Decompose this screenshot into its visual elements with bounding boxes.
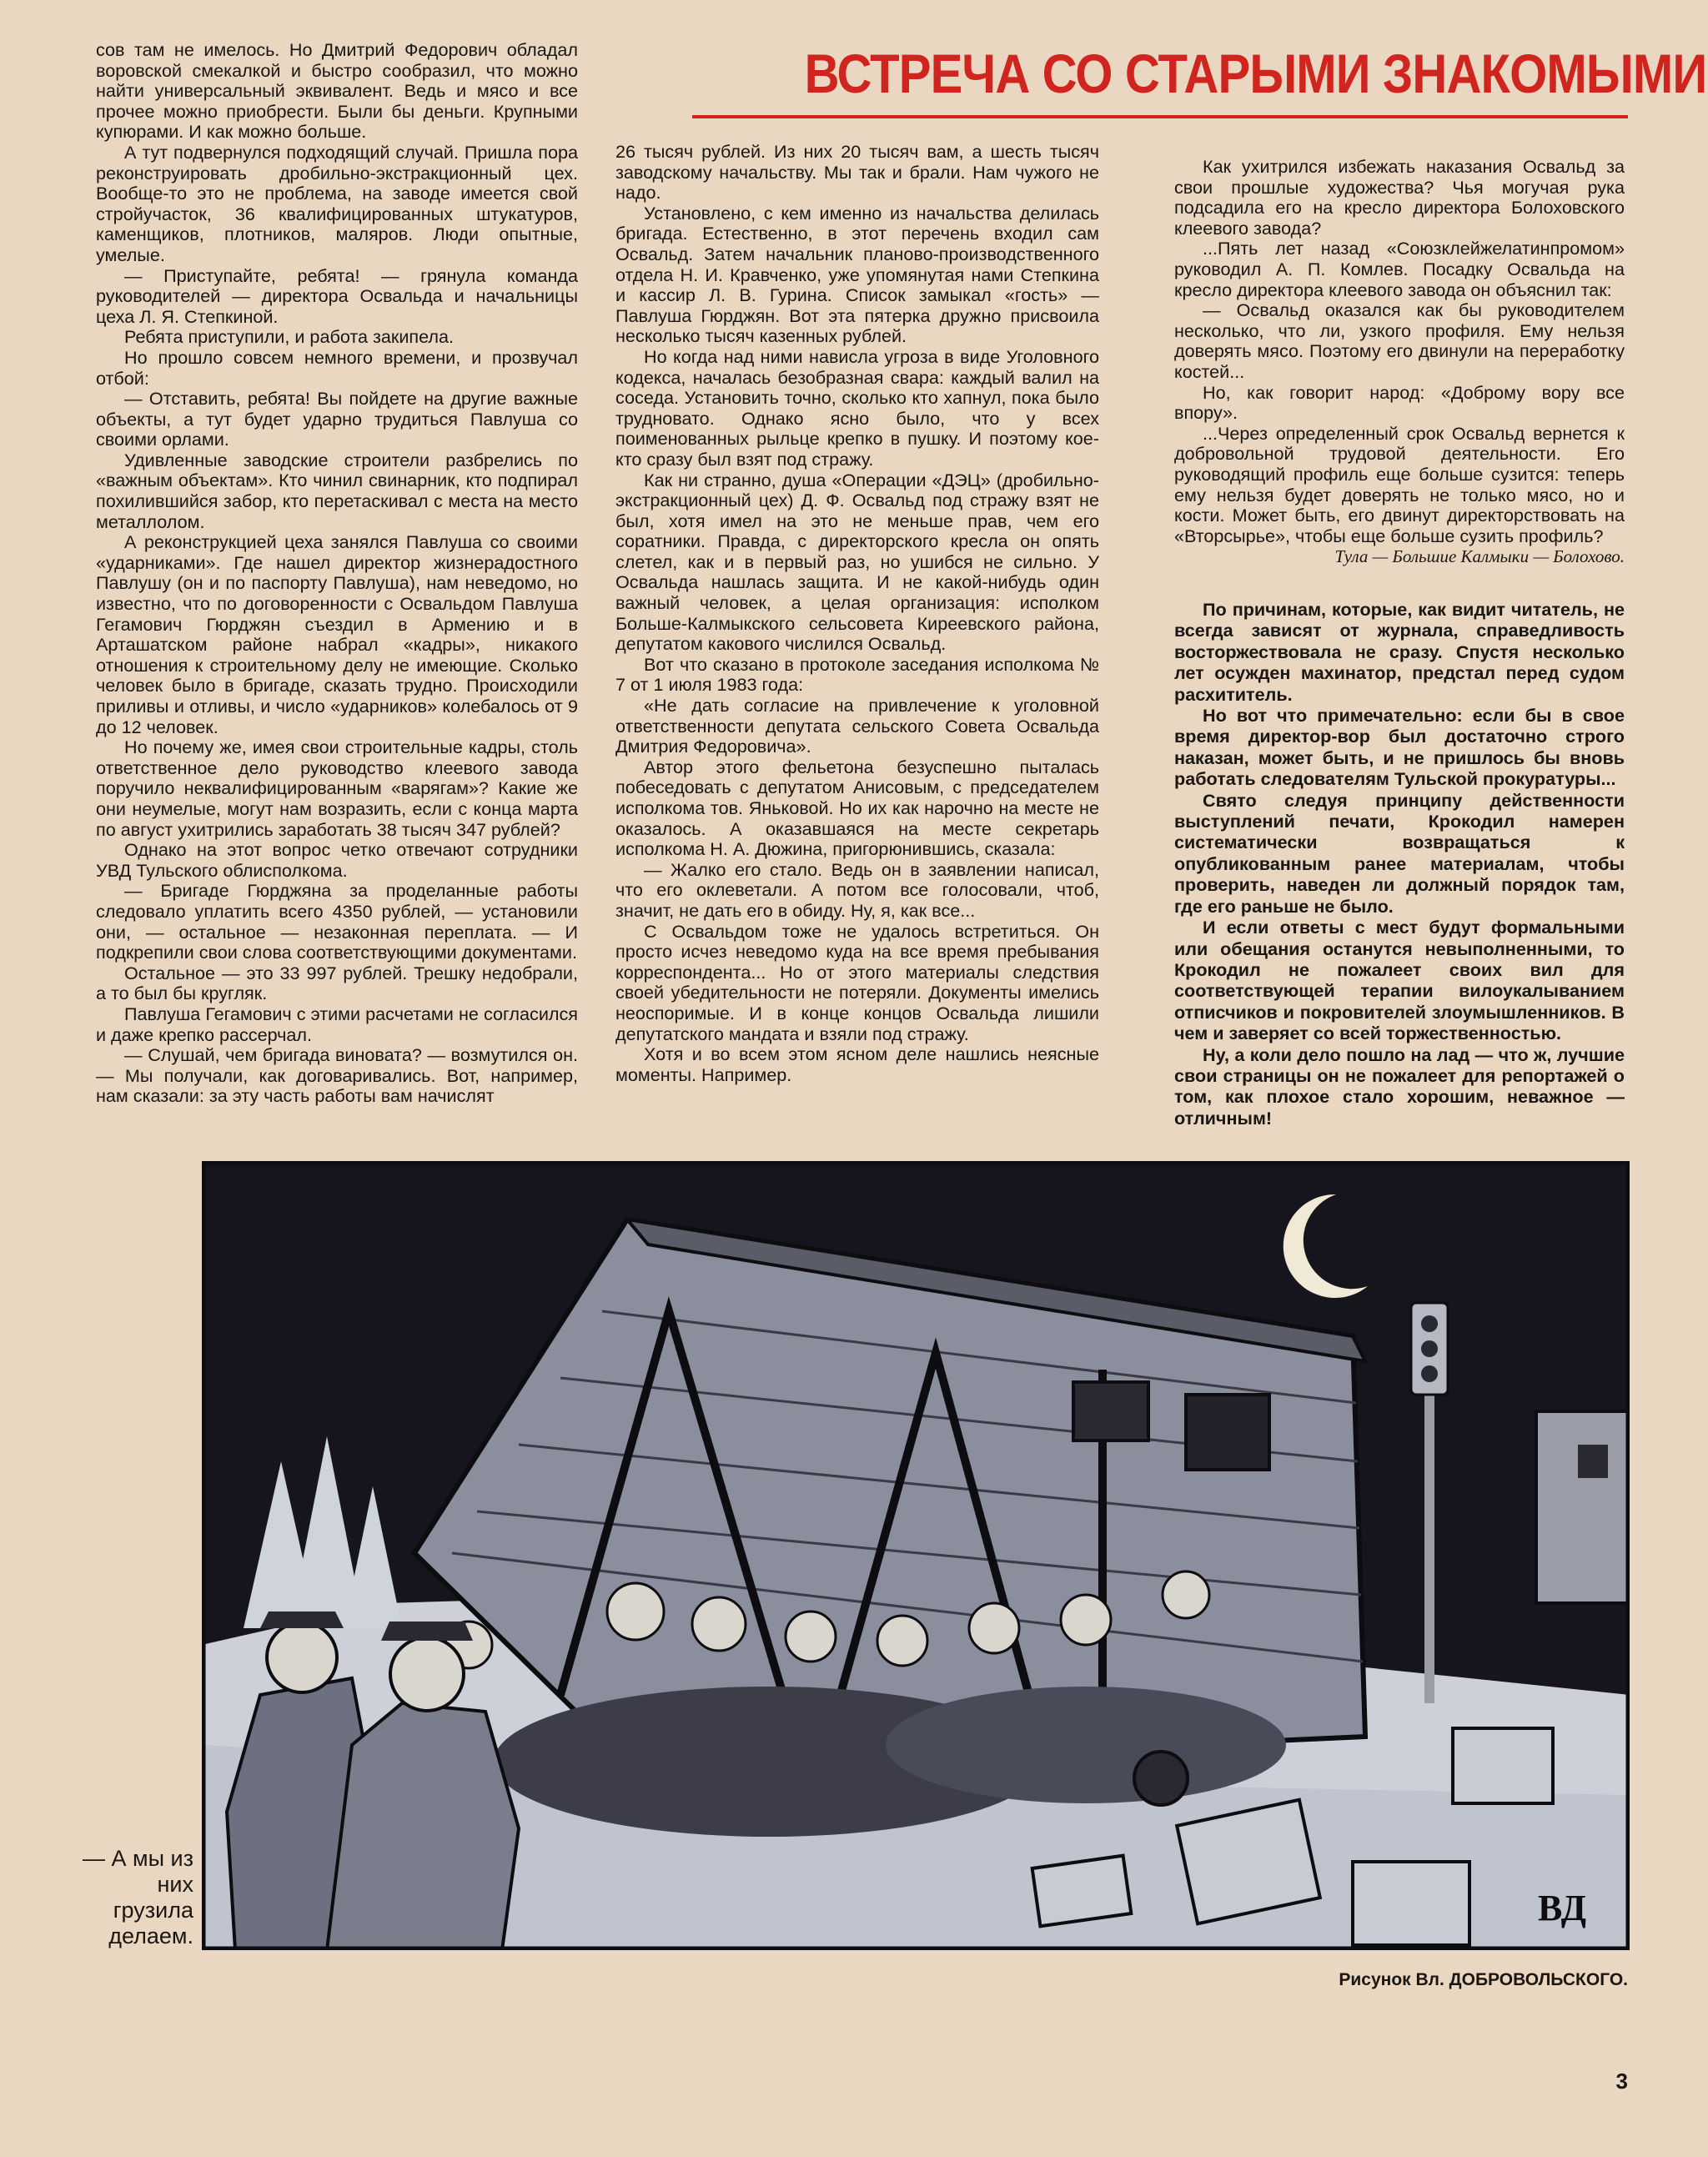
- paragraph: «Не дать согласие на привлечение к уголовной ответственности депутата сельского Совета Освальда Дмитрия Федоровича».: [615, 695, 1099, 757]
- paragraph: Ребята приступили, и работа закипела.: [124, 326, 455, 348]
- paragraph: Хотя и во всем этом ясном деле нашлись неясные моменты. Например.: [615, 1043, 1099, 1085]
- paragraph: Как ни странно, душа «Операции «ДЭЦ» (дробильно-экстракционный цех) Д. Ф. Освальд под стражу взят не был, хотя имел на это не меньше прав, чем его соратники. Правда, с директорского кресла он опять слетел, как и в первый раз, но ушибся не сильно. У Освальда нашлась защита. И не какой-нибудь один важный человек, а целая организация: исполком Больше-Калмыкского сельсовета Киреевского района, депутатом какового числился Освальд.: [615, 469, 1099, 655]
- paragraph: Автор этого фельетона безуспешно пыталась побеседовать с депутатом Анисовым, с председателем исполкома тов. Яньковой. Но их как нарочно на месте не оказалось. А оказавшаяся на месте секретарь исполкома Н. А. Дюжина, пригорюнившись, сказала:: [615, 756, 1099, 860]
- paragraph: ...Через определенный срок Освальд вернется к добровольной трудовой деятельности. Его руководящий профиль еще больше сузится: теперь ему нельзя будет доверять не только мясо, но и кости. Может быть, его двинут директорствовать на «Вторсырье», чтобы еще больше сузить профиль?: [1174, 422, 1625, 546]
- editorial-note: [1174, 599, 1625, 1129]
- paragraph: Ну, а коли дело пошло на лад — что ж, лучшие свои страницы он не пожалеет для репортажей о том, как плохое стало хорошим, неважное — отличным!: [1174, 1043, 1625, 1129]
- paragraph: Как ухитрился избежать наказания Освальд за свои прошлые художества? Чья могучая рука подсадила его на кресло директора Болоховского клеевого завода?: [1174, 156, 1625, 239]
- paragraph: Но прошло совсем немного времени, и прозвучал отбой:: [96, 346, 578, 389]
- paragraph: А реконструкцией цеха занялся Павлуша со своими «ударниками». Где нашел директор жизнерадостного Павлушу (он и по паспорту Павлуша), нам неведомо, но известно, что по договоренности с Освальдом Павлуша Гегамович Гюрджян съездил в Армению и в Арташатском районе набрал «кадры», никакого отношения к строительному делу не имеющие. Сколько человек было в бригаде, сказать трудно. Происходили приливы и отливы, и число «ударников» колебалось от 9 до 12 человек.: [96, 531, 578, 737]
- paragraph: С Освальдом тоже не удалось встретиться. Он просто исчез неведомо куда на все время пребывания корреспондента... Но от этого материалы следствия своей убедительности не потеряли. Документы имелись неоспоримые. И в конце концов Освальда лишили депутатского мандата и взяли под стражу.: [615, 920, 1099, 1044]
- paragraph: Остальное — это 33 997 рублей. Трешку недобрали, а то был бы кругляк.: [96, 962, 578, 1004]
- article-headline: ВСТРЕЧА СО СТАРЫМИ ЗНАКОМЫМИ: [804, 43, 1707, 104]
- headline-underline: [692, 115, 1628, 118]
- text-column-1: [96, 40, 578, 1107]
- paragraph: Установлено, с кем именно из начальства делилась бригада. Естественно, в этот перечень входил сам Освальд. Затем начальник планово-производственного отдела Н. И. Кравченко, уже упомянутая нами Степкина и кассир Л. В. Гурина. Список замыкал «гость» — Павлуша Гюрджян. Вот эта пятерка дружно присвоила несколько тысяч казенных рублей.: [615, 202, 1099, 347]
- cartoon-illustration: [202, 1161, 1630, 1950]
- paragraph: Павлуша Гегамович с этими расчетами не согласился и даже крепко рассерчал.: [96, 1003, 578, 1045]
- paragraph: Но когда над ними нависла угроза в виде Уголовного кодекса, началась безобразная свара: каждый валил на соседа. Установить точно, сколько кто хапнул, пока было трудновато. Однако ясно было, что у всех поименованных рыльце крепко в пушку. И поэтому кое-кто сразу был взят под стражу.: [615, 345, 1099, 470]
- paragraph: — Слушай, чем бригада виновата? — возмутился он. — Мы получали, как договаривались. Вот, например, нам сказали: за эту часть работы вам начислят: [96, 1044, 578, 1107]
- paragraph: — Освальд оказался как бы руководителем несколько, что ли, узкого профиля. Ему нельзя доверять мясо. Поэтому его двинули на переработку костей...: [1174, 299, 1625, 382]
- paragraph: Но, как говорит народ: «Доброму вору все впору».: [1174, 381, 1625, 424]
- paragraph: — Жалко его стало. Ведь он в заявлении написал, что его оклеветали. А потом все голосовали, чтоб, значит, не дать его в обиду. Ну, я, как все...: [615, 858, 1099, 921]
- paragraph: — Приступайте, ребята! — грянула команда руководителей — директора Освальда и начальницы цеха Л. Я. Степкиной.: [96, 264, 578, 327]
- text-column-3: [1174, 157, 1625, 567]
- paragraph: Но почему же, имея свои строительные кадры, столь ответственное дело руководство клеевого завода поручило неквалифицированным «варягам»? Какие же они неумелые, могут нам возразить, если с конца марта по август ухитрились заработать 38 тысяч 347 рублей?: [96, 737, 578, 840]
- paragraph: 26 тысяч рублей. Из них 20 тысяч вам, а шесть тысяч заводскому начальству. Мы так и брали. Нам чужого не надо.: [615, 141, 1099, 204]
- artist-signature: ВД: [1538, 1888, 1586, 1928]
- paragraph: А тут подвернулся подходящий случай. Пришла пора реконструировать дробильно-экстракционный цех. Вообще-то это не проблема, на заводе имеется свой стройучасток, 36 квалифицированных штукатуров, каменщиков, плотников, маляров. Люди опытные, умелые.: [96, 141, 578, 265]
- author-signature-places: Тула — Большие Калмыки — Болохово.: [1334, 546, 1625, 567]
- page-number: 3: [1615, 2069, 1628, 2094]
- paragraph: Удивленные заводские строители разбрелись по «важным объектам». Кто чинил свинарник, кто подпирал похилившийся забор, кто перетаскивал с места на место металлолом.: [96, 449, 578, 532]
- cartoon-caption: — А мы из них грузила делаем.: [83, 1846, 193, 1948]
- illustration-credit: Рисунок Вл. ДОБРОВОЛЬСКОГО.: [1339, 1970, 1628, 1989]
- paragraph: — Бригаде Гюрджяна за проделанные работы следовало уплатить всего 4350 рублей, — установили они, — остальное — незаконная переплата. — И подкрепили свои слова соответствующими документами.: [96, 880, 578, 963]
- paragraph: По причинам, которые, как видит читатель, не всегда зависят от журнала, справедливость восторжествовала не сразу. Спустя несколько лет осужден махинатор, предстал перед судом расхититель.: [1174, 599, 1625, 705]
- paragraph: Однако на этот вопрос четко отвечают сотрудники УВД Тульского облисполкома.: [96, 839, 578, 881]
- paragraph: Вот что сказано в протоколе заседания исполкома № 7 от 1 июля 1983 года:: [615, 653, 1099, 696]
- paragraph: Свято следуя принципу действенности выступлений печати, Крокодил намерен систематически возвращаться к опубликованным ранее материалам, чтобы проверить, наведен ли должный порядок там, где его раньше не было.: [1174, 789, 1625, 917]
- paragraph: — Отставить, ребята! Вы пойдете на другие важные объекты, а тут будет ударно трудиться Павлуша со своими орлами.: [96, 388, 578, 450]
- text-column-2: [615, 142, 1099, 1085]
- booth: [1536, 1411, 1630, 1603]
- paragraph: ...Пять лет назад «Союзклейжелатинпромом» руководил А. П. Комлев. Посадку Освальда на кресло директора клеевого завода он объяснил так:: [1174, 238, 1625, 300]
- paragraph: Но вот что примечательно: если бы в свое время директор-вор был достаточно строго наказан, может быть, и не пришлось бы вновь работать следователям Тульской прокуратуры...: [1174, 705, 1625, 790]
- paragraph: сов там не имелось. Но Дмитрий Федорович обладал воровской смекалкой и быстро сообразил, что можно найти универсальный эквивалент. Ведь и мясо и все прочее можно приобрести. Были бы деньги. Крупными купюрами. И как можно больше.: [96, 39, 578, 143]
- paragraph: И если ответы с мест будут формальными или обещания останутся невыполненными, то Крокодил не пожалеет своих вил для соответствующей терапии вилоукалыванием отписчиков и покровителей злоумышленников. В чем и заверяет со всей торжественностью.: [1174, 917, 1625, 1044]
